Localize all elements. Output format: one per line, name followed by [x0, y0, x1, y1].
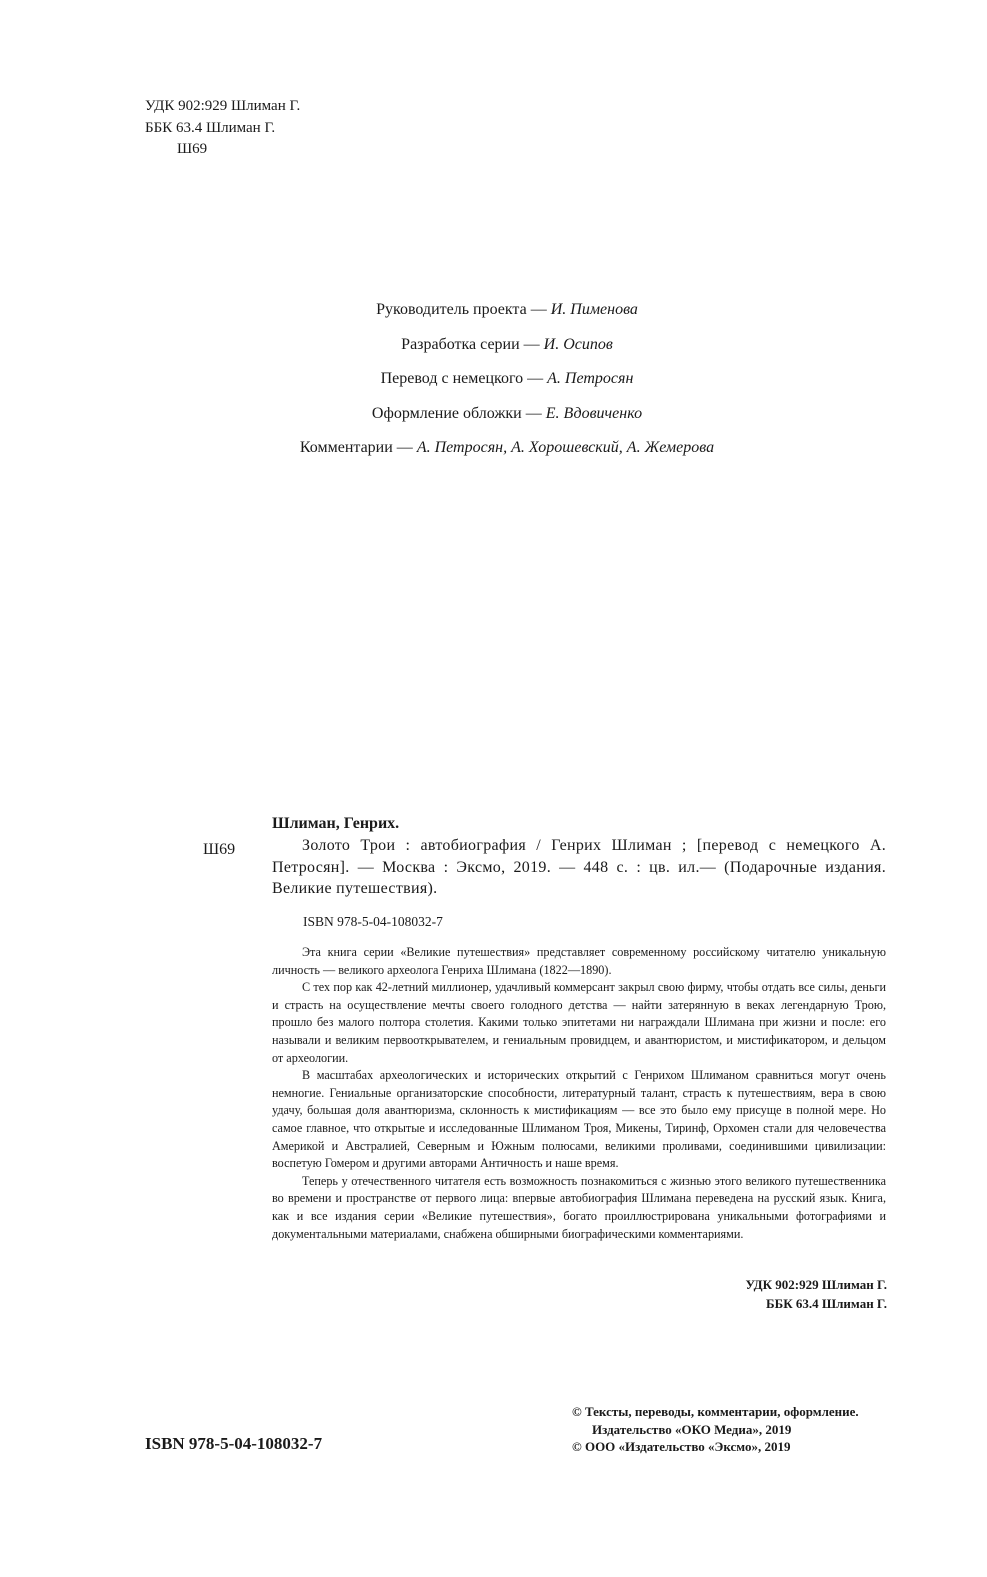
- copyright-line: © Тексты, переводы, комментарии, оформление.: [572, 1404, 859, 1419]
- credit-line: Разработка серии — И. Осипов: [401, 335, 613, 353]
- credits-block: [0, 293, 987, 466]
- credit-line: Руководитель проекта — И. Пименова: [376, 301, 638, 318]
- record-description: Золото Трои : автобиография / Генрих Шлиман ; [перевод с немецкого А. Петросян]. — Москва : Эксмо, 2019. — 448 с. : цв. ил.— (Подарочные издания. Великие путешествия).: [272, 837, 886, 897]
- copyright-line: Издательство «ОКО Медиа», 2019: [592, 1421, 792, 1437]
- annotation-paragraph: В масштабах археологических и исторических открытий с Генрихом Шлиманом сравниться могут очень немногие. Гениальные организаторские способности, литературный талант, страсть к путешествиям, вера в свою удачу, большая доля авантюризма, склонность к мистификациям — все это было ему присуще в полной мере. Но самое главное, что открытые и исследованные Шлиманом Троя, Микены, Тиринф, Орхомен стали для человечества Америкой и Австралией, Северным и Южным полюсами, великими проливами, соединившими цивилизации: воспетую Гомером и другими авторами Античность и наше время.: [272, 1068, 886, 1171]
- cutter-code: Ш69: [177, 141, 208, 157]
- udk-code: УДК 902:929 Шлиман Г.: [745, 1277, 887, 1292]
- annotation-paragraph: Теперь у отечественного читателя есть возможность познакомиться с жизнью этого великого путешественника во времени и пространстве от первого лица: впервые автобиография Шлимана переведена на русский язык. Книга, как и все издания серии «Великие путешествия», богато проиллюстрирована уникальными фотографиями и документальными материалами, снабжена обширными биографическими комментариями.: [272, 1173, 886, 1241]
- bottom-classification-codes: [600, 1275, 887, 1313]
- credit-line: Оформление обложки — Е. Вдовиченко: [371, 404, 643, 422]
- udk-code: УДК 902:929 Шлиман Г.: [145, 98, 301, 114]
- top-classification-codes: [145, 96, 300, 161]
- bbk-code: ББК 63.4 Шлиман Г.: [145, 119, 276, 136]
- isbn-main: ISBN 978-5-04-108032-7: [145, 1434, 323, 1453]
- annotation: [272, 944, 886, 1243]
- credit-line: Перевод с немецкого — А. Петросян: [380, 370, 634, 387]
- record-cutter: Ш69: [203, 841, 236, 858]
- record-author: Шлиман, Генрих.: [272, 815, 400, 832]
- copyright-line: © ООО «Издательство «Эксмо», 2019: [572, 1439, 791, 1454]
- bbk-code: ББК 63.4 Шлиман Г.: [766, 1296, 887, 1311]
- copyright-block: [572, 1403, 859, 1456]
- record-isbn: ISBN 978-5-04-108032-7: [303, 914, 443, 929]
- credit-line: Комментарии — А. Петросян, А. Хорошевский, А. Жемерова: [299, 439, 715, 456]
- annotation-paragraph: Эта книга серии «Великие путешествия» представляет современному российскому читателю уникальную личность — великого археолога Генриха Шлимана (1822—1890).: [272, 945, 886, 977]
- annotation-paragraph: С тех пор как 42-летний миллионер, удачливый коммерсант закрыл свою фирму, чтобы отдать все силы, деньги и страсть на осуществление мечты своего голодного детства — найти затерянную в веках легендарную Трою, прошло без малого полтора столетия. Какими только эпитетами ни награждали Шлимана при жизни и после: его называли и великим первооткрывателем, и гениальным провидцем, и авантюристом, и мистификатором, и дельцом от археологии.: [272, 980, 886, 1065]
